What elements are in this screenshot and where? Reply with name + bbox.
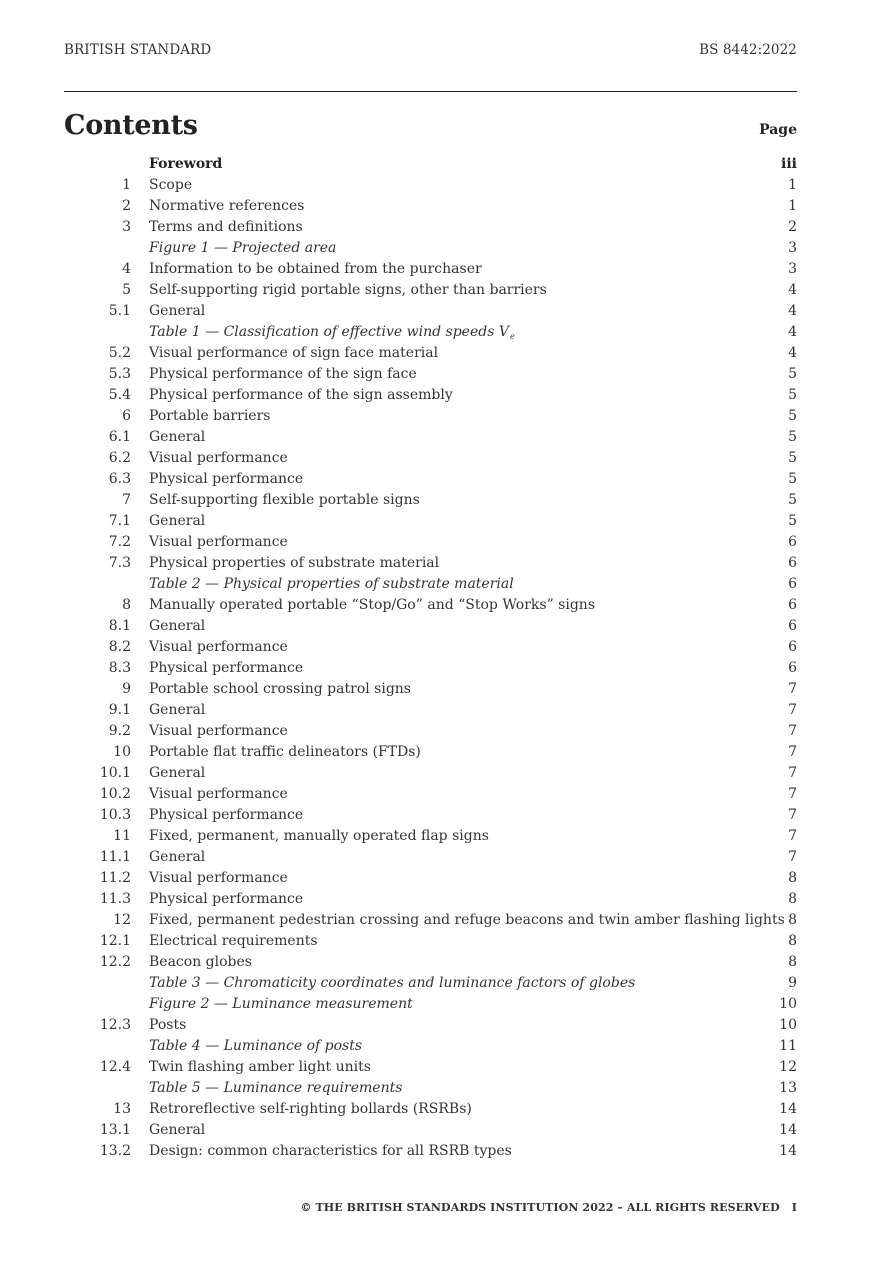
toc-entry-title[interactable] (149, 868, 288, 889)
toc-entry-number: 8.1 (108, 618, 131, 634)
toc-entry-page: 7 (788, 702, 797, 718)
toc-entry-page: 5 (788, 366, 797, 382)
toc-entry-page: 12 (779, 1059, 797, 1075)
toc-entry-title-text: Self-supporting rigid portable signs, other than barriers (149, 282, 547, 298)
toc-entry-number: 13 (113, 1101, 131, 1117)
toc-entry-number: 12.2 (99, 954, 131, 970)
toc-entry-number: 7.2 (108, 534, 131, 550)
copyright-notice: © THE BRITISH STANDARDS INSTITUTION 2022 – ALL RIGHTS RESERVED (300, 1201, 780, 1214)
toc-entry-title[interactable] (149, 910, 785, 931)
toc-entry-page: 3 (788, 261, 797, 277)
toc-entry-title-text: Physical performance (149, 807, 304, 823)
toc-entry[interactable] (64, 301, 797, 322)
toc-entry-number: 11.2 (99, 870, 131, 886)
toc-entry-title-text: General (149, 1122, 206, 1138)
toc-entry[interactable] (64, 469, 797, 490)
running-header-right: BS 8442:2022 (699, 42, 797, 58)
toc-entry-number: 5.1 (108, 303, 131, 319)
toc-entry-page: 1 (788, 177, 797, 193)
toc-entry-title-text: Physical performance (149, 660, 304, 676)
toc-entry-page: 13 (779, 1080, 797, 1096)
toc-entry-page: 6 (788, 660, 797, 676)
toc-entry[interactable] (64, 238, 797, 259)
toc-entry-title-text: Table 5 — Luminance requirements (149, 1080, 403, 1096)
toc-entry-title-text: Scope (149, 177, 193, 193)
toc-entry-title[interactable] (149, 1120, 205, 1141)
toc-entry-page: 3 (788, 240, 797, 256)
toc-entry-page: 14 (779, 1143, 797, 1159)
toc-entry-title[interactable] (149, 637, 288, 658)
toc-entry-number: 12.1 (99, 933, 131, 949)
toc-entry-number: 7.3 (108, 555, 131, 571)
toc-entry-page: 14 (779, 1122, 797, 1138)
toc-entry-title[interactable] (149, 952, 252, 973)
toc-entry-title-text: General (149, 429, 206, 445)
page-title: Contents (64, 110, 198, 141)
toc-entry-title[interactable] (149, 490, 420, 511)
toc-entry[interactable] (64, 322, 797, 343)
toc-entry-page: 5 (788, 450, 797, 466)
toc-entry-number: 9.1 (108, 702, 131, 718)
toc-entry[interactable] (64, 847, 797, 868)
footer-page-number: I (791, 1201, 797, 1214)
toc-entry-title[interactable] (149, 1141, 512, 1162)
toc-entry-page: 4 (788, 324, 797, 340)
toc-entry[interactable] (64, 595, 797, 616)
toc-entry-title-text: General (149, 513, 206, 529)
toc-entry-number: 6.2 (108, 450, 131, 466)
toc-entry-number: 7.1 (108, 513, 131, 529)
page-column-label: Page (759, 122, 797, 138)
toc-entry-title-text: Terms and definitions (149, 219, 303, 235)
toc-entry-title-text: Retroreflective self-righting bollards (RSRBs) (149, 1101, 472, 1117)
toc-entry-title-text: Visual performance (149, 450, 288, 466)
toc-entry-title-text: Physical performance (149, 891, 304, 907)
toc-entry-title[interactable] (149, 679, 411, 700)
toc-entry-title[interactable] (149, 1036, 362, 1057)
toc-entry-page: 7 (788, 681, 797, 697)
toc-entry-page: iii (781, 156, 797, 172)
toc-entry-title[interactable] (149, 973, 635, 994)
toc-entry-title-text: General (149, 849, 206, 865)
toc-entry-number: 10.1 (99, 765, 131, 781)
toc-entry-title[interactable] (149, 805, 303, 826)
toc-entry-title-text: Table 3 — Chromaticity coordinates and luminance factors of globes (149, 975, 636, 991)
toc-entry-title[interactable] (149, 889, 303, 910)
toc-entry[interactable] (64, 175, 797, 196)
toc-entry[interactable] (64, 1036, 797, 1057)
toc-entry-page: 8 (788, 870, 797, 886)
toc-entry-page: 8 (788, 954, 797, 970)
toc-entry-page: 5 (788, 408, 797, 424)
toc-entry[interactable] (64, 679, 797, 700)
toc-entry-title[interactable] (149, 154, 222, 175)
toc-entry[interactable] (64, 784, 797, 805)
toc-entry-title-text: Visual performance (149, 723, 288, 739)
toc-entry-title-text: Table 4 — Luminance of posts (149, 1038, 363, 1054)
toc-entry-number: 3 (122, 219, 131, 235)
toc-entry-number: 10.3 (99, 807, 131, 823)
toc-entry-title-text: Electrical requirements (149, 933, 318, 949)
toc-entry-page: 6 (788, 555, 797, 571)
toc-entry-title-text: Physical performance (149, 471, 304, 487)
toc-entry-title[interactable] (149, 1015, 186, 1036)
toc-entry[interactable] (64, 280, 797, 301)
toc-entry-number: 12.4 (99, 1059, 131, 1075)
toc-entry[interactable] (64, 616, 797, 637)
toc-entry-title-text: Visual performance (149, 639, 288, 655)
toc-entry-number: 12.3 (99, 1017, 131, 1033)
toc-entry-title[interactable] (149, 448, 288, 469)
toc-entry-title[interactable] (149, 196, 305, 217)
toc-entry-title[interactable] (149, 931, 318, 952)
header-rule (64, 91, 797, 92)
toc-entry-title[interactable] (149, 217, 303, 238)
running-header-left: BRITISH STANDARD (64, 42, 212, 58)
toc-entry-page: 10 (779, 1017, 797, 1033)
toc-entry-number: 10.2 (99, 786, 131, 802)
toc-entry-page: 4 (788, 303, 797, 319)
toc-entry-page: 10 (779, 996, 797, 1012)
toc-entry[interactable] (64, 1141, 797, 1162)
toc-entry[interactable] (64, 763, 797, 784)
toc-entry-number: 6.1 (108, 429, 131, 445)
toc-entry-title[interactable] (149, 301, 205, 322)
toc-entry-title-text: Portable barriers (149, 408, 271, 424)
toc-entry-title-text: Posts (149, 1017, 187, 1033)
toc-entry-number: 2 (122, 198, 131, 214)
toc-entry-title[interactable] (149, 658, 303, 679)
toc-entry-title[interactable] (149, 763, 205, 784)
toc-entry-title[interactable] (149, 406, 270, 427)
toc-entry-title[interactable] (149, 616, 205, 637)
toc-entry-title[interactable] (149, 826, 489, 847)
toc-entry-page: 6 (788, 618, 797, 634)
toc-entry-page: 6 (788, 597, 797, 613)
toc-entry[interactable] (64, 805, 797, 826)
toc-entry[interactable] (64, 700, 797, 721)
toc-entry-number: 13.1 (99, 1122, 131, 1138)
toc-entry[interactable] (64, 196, 797, 217)
toc-entry-title-text: Physical performance of the sign face (149, 366, 417, 382)
toc-entry-title-text: Visual performance (149, 870, 288, 886)
toc-entry-title[interactable] (149, 553, 439, 574)
page-footer (300, 1201, 797, 1214)
toc-entry-title-text: General (149, 765, 206, 781)
toc-entry-title[interactable] (149, 469, 303, 490)
toc-entry-title-text: Table 2 — Physical properties of substrate material (149, 576, 514, 592)
toc-entry-title-text: Beacon globes (149, 954, 252, 970)
toc-entry-title[interactable] (149, 511, 205, 532)
toc-entry-number: 12 (113, 912, 131, 928)
toc-entry[interactable] (64, 637, 797, 658)
toc-entry-title-text: Figure 2 — Luminance measurement (149, 996, 413, 1012)
toc-entry-page: 7 (788, 723, 797, 739)
toc-entry-number: 11.1 (99, 849, 131, 865)
toc-entry-title[interactable] (149, 385, 453, 406)
toc-entry-title-text: Design: common characteristics for all RSRB types (149, 1143, 512, 1159)
toc-entry-page: 7 (788, 786, 797, 802)
toc-entry[interactable] (64, 973, 797, 994)
toc-entry-title-text: Visual performance (149, 534, 288, 550)
toc-entry[interactable] (64, 1015, 797, 1036)
toc-entry-title-text: Physical properties of substrate material (149, 555, 440, 571)
toc-entry[interactable] (64, 259, 797, 280)
toc-entry-title-text: Manually operated portable “Stop/Go” and “Stop Works” signs (149, 597, 595, 613)
table-of-contents (64, 154, 797, 1162)
toc-entry[interactable] (64, 1099, 797, 1120)
toc-entry-page: 5 (788, 492, 797, 508)
toc-entry-page: 4 (788, 345, 797, 361)
toc-entry-page: 7 (788, 744, 797, 760)
toc-entry-page: 1 (788, 198, 797, 214)
toc-entry-title-text: Figure 1 — Projected area (149, 240, 337, 256)
toc-entry-title-text: Fixed, permanent, manually operated flap signs (149, 828, 489, 844)
toc-entry[interactable] (64, 994, 797, 1015)
toc-entry-number: 5.4 (108, 387, 131, 403)
toc-entry-title-text: Foreword (149, 156, 223, 172)
toc-entry-title[interactable] (149, 700, 205, 721)
toc-entry-title-text: General (149, 702, 206, 718)
toc-entry-title[interactable] (149, 1099, 472, 1120)
toc-entry-number: 13.2 (99, 1143, 131, 1159)
toc-entry[interactable] (64, 385, 797, 406)
toc-entry-page: 6 (788, 576, 797, 592)
toc-entry-page: 7 (788, 828, 797, 844)
toc-entry[interactable] (64, 532, 797, 553)
toc-entry-number: 9.2 (108, 723, 131, 739)
toc-entry-title[interactable] (149, 1057, 371, 1078)
toc-entry-page: 8 (788, 912, 797, 928)
toc-entry[interactable] (64, 490, 797, 511)
toc-entry-title[interactable] (149, 427, 205, 448)
toc-entry-number: 11 (113, 828, 131, 844)
toc-entry-number: 4 (122, 261, 131, 277)
toc-entry-title[interactable] (149, 784, 288, 805)
toc-entry-number: 8.3 (108, 660, 131, 676)
toc-entry-page: 7 (788, 807, 797, 823)
toc-entry[interactable] (64, 721, 797, 742)
toc-entry[interactable] (64, 910, 797, 931)
toc-entry[interactable] (64, 343, 797, 364)
toc-entry-page: 11 (779, 1038, 797, 1054)
toc-entry-number: 5 (122, 282, 131, 298)
toc-entry[interactable] (64, 826, 797, 847)
toc-entry-title-text: Twin flashing amber light units (149, 1059, 371, 1075)
toc-entry[interactable] (64, 1120, 797, 1141)
toc-entry-subscript: e (509, 332, 515, 341)
toc-entry-number: 8.2 (108, 639, 131, 655)
toc-entry-page: 5 (788, 471, 797, 487)
toc-entry-title[interactable] (149, 364, 417, 385)
toc-entry-title-text: Fixed, permanent pedestrian crossing and refuge beacons and twin amber flashing lights (149, 912, 785, 928)
toc-entry-number: 10 (113, 744, 131, 760)
toc-entry-page: 8 (788, 891, 797, 907)
toc-entry-title[interactable] (149, 595, 595, 616)
toc-entry-number: 6.3 (108, 471, 131, 487)
toc-entry[interactable] (64, 364, 797, 385)
toc-entry-title[interactable] (149, 238, 336, 259)
toc-entry[interactable] (64, 448, 797, 469)
toc-entry-title[interactable] (149, 574, 514, 595)
toc-entry-title[interactable] (149, 1078, 402, 1099)
toc-entry[interactable] (64, 1057, 797, 1078)
toc-entry-title[interactable] (149, 994, 413, 1015)
toc-entry-title-text: Visual performance (149, 786, 288, 802)
toc-entry[interactable] (64, 931, 797, 952)
toc-entry-title-text: Normative references (149, 198, 305, 214)
toc-entry-title-text: Table 1 — Classification of effective wind speeds V (149, 324, 509, 340)
toc-entry[interactable] (64, 742, 797, 763)
toc-entry-page: 9 (788, 975, 797, 991)
toc-entry-title[interactable] (149, 847, 205, 868)
toc-entry-number: 6 (122, 408, 131, 424)
toc-entry-title-text: Portable flat traffic delineators (FTDs) (149, 744, 421, 760)
toc-entry[interactable] (64, 154, 797, 175)
toc-entry-title-text: Visual performance of sign face material (149, 345, 439, 361)
toc-entry[interactable] (64, 427, 797, 448)
toc-entry-title-text: General (149, 618, 206, 634)
toc-entry-title[interactable] (149, 280, 547, 301)
toc-entry-page: 6 (788, 639, 797, 655)
toc-entry-number: 7 (122, 492, 131, 508)
toc-entry-page: 5 (788, 387, 797, 403)
toc-entry-title-text: Physical performance of the sign assembly (149, 387, 453, 403)
toc-entry[interactable] (64, 511, 797, 532)
toc-entry-page: 14 (779, 1101, 797, 1117)
toc-entry[interactable] (64, 574, 797, 595)
toc-entry[interactable] (64, 889, 797, 910)
toc-entry-number: 9 (122, 681, 131, 697)
toc-entry-number: 1 (122, 177, 131, 193)
toc-entry-page: 8 (788, 933, 797, 949)
toc-entry-title-text: General (149, 303, 206, 319)
toc-entry-number: 8 (122, 597, 131, 613)
toc-entry-page: 7 (788, 765, 797, 781)
toc-entry-number: 5.3 (108, 366, 131, 382)
toc-entry[interactable] (64, 217, 797, 238)
toc-entry-title[interactable] (149, 343, 438, 364)
toc-entry-page: 6 (788, 534, 797, 550)
toc-entry-title[interactable] (149, 259, 482, 280)
toc-entry-title-text: Self-supporting flexible portable signs (149, 492, 420, 508)
toc-entry-title[interactable] (149, 721, 288, 742)
toc-entry-title-text: Information to be obtained from the purchaser (149, 261, 482, 277)
toc-entry-title[interactable] (149, 742, 421, 763)
toc-entry-title-text: Portable school crossing patrol signs (149, 681, 411, 697)
toc-entry-page: 4 (788, 282, 797, 298)
toc-entry-number: 5.2 (108, 345, 131, 361)
toc-entry[interactable] (64, 868, 797, 889)
toc-entry[interactable] (64, 1078, 797, 1099)
toc-entry[interactable] (64, 553, 797, 574)
toc-entry-page: 5 (788, 513, 797, 529)
toc-entry-title[interactable] (149, 532, 288, 553)
toc-entry[interactable] (64, 658, 797, 679)
toc-entry-title[interactable] (149, 175, 192, 196)
toc-entry[interactable] (64, 952, 797, 973)
toc-entry-number: 11.3 (99, 891, 131, 907)
toc-entry-page: 7 (788, 849, 797, 865)
toc-entry-page: 5 (788, 429, 797, 445)
toc-entry[interactable] (64, 406, 797, 427)
toc-entry-page: 2 (788, 219, 797, 235)
